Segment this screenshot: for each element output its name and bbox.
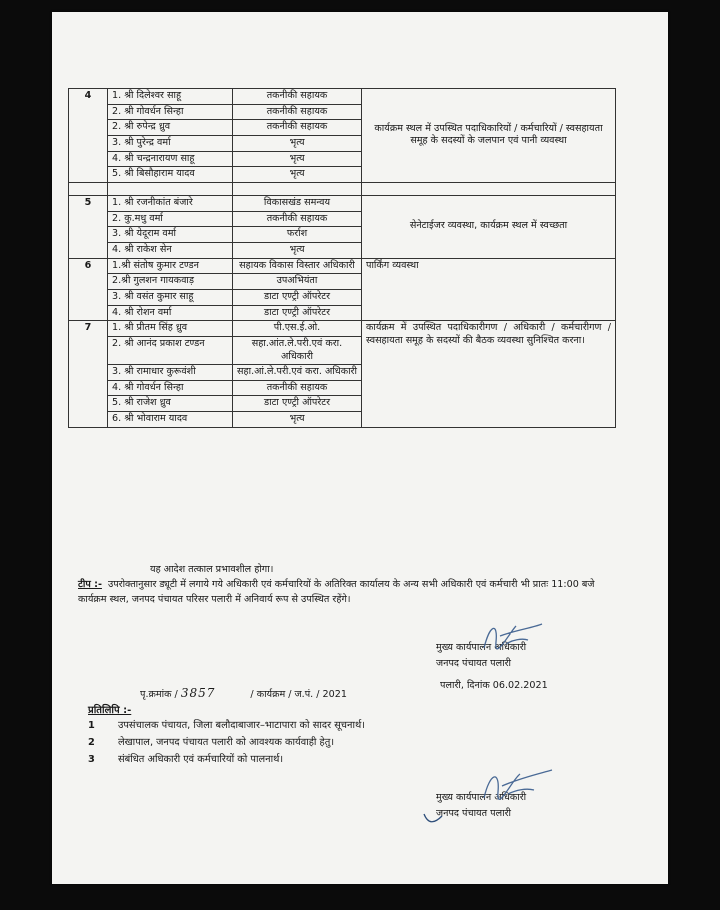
member-designation: तकनीकी सहायक	[233, 120, 362, 136]
member-name: 2. कु.मधु वर्मा	[108, 211, 233, 227]
member-designation: फर्राश	[233, 227, 362, 243]
member-name: 5. श्री बिसौहाराम यादव	[108, 167, 233, 183]
member-name: 2. श्री आनंद प्रकाश टण्डन	[108, 336, 233, 364]
note-label: टीप :-	[78, 579, 102, 590]
member-designation: तकनीकी सहायक	[233, 89, 362, 105]
member-name: 1. श्री दिलेश्वर साहू	[108, 89, 233, 105]
member-designation: भृत्य	[233, 412, 362, 428]
member-name: 5. श्री राजेश ध्रुव	[108, 396, 233, 412]
duty-table	[68, 88, 616, 428]
member-name: 1. श्री रजनीकांत बंजारे	[108, 195, 233, 211]
work-description: कार्यक्रम स्थल में उपस्थित पदाधिकारियों / कर्मचारियों / स्वसहायता समूह के सदस्यों के जलपान एवं पानी व्यवस्था	[362, 89, 616, 183]
order-place-date: पलारी, दिनांक 06.02.2021	[440, 680, 548, 691]
member-designation: तकनीकी सहायक	[233, 211, 362, 227]
signature-block-2	[436, 790, 526, 823]
member-name: 2. श्री रुपेन्द्र ध्रुव	[108, 120, 233, 136]
member-designation: डाटा एण्ट्री ऑपरेटर	[233, 305, 362, 321]
member-designation: सहा.आं.ले.परी.एवं करा. अधिकारी	[233, 365, 362, 381]
duty-table-body	[69, 89, 616, 428]
copy-to-item	[88, 718, 365, 731]
member-designation: उपअभियंता	[233, 274, 362, 290]
member-name: 4. श्री राकेश सेन	[108, 242, 233, 258]
signature-office-1: जनपद पंचायत पलारी	[436, 658, 511, 670]
serial-number: 5	[69, 195, 108, 258]
member-name: 6. श्री भोवाराम यादव	[108, 412, 233, 428]
member-name: 3. श्री वसंत कुमार साहू	[108, 289, 233, 305]
signature-block-1	[436, 640, 526, 673]
signature-title-2: मुख्य कार्यपालन अधिकारी	[436, 792, 527, 803]
member-name: 2. श्री गोवर्धन सिन्हा	[108, 104, 233, 120]
member-name: 4. श्री गोवर्धन सिन्हा	[108, 380, 233, 396]
signature-office-2: जनपद पंचायत पलारी	[436, 808, 511, 820]
copy-to-item	[88, 752, 283, 765]
member-designation: पी.एस.ई.ओ.	[233, 321, 362, 337]
serial-number: 7	[69, 321, 108, 428]
work-description: सेनेटाईजर व्यवस्था, कार्यक्रम स्थल में स्वच्छता	[362, 195, 616, 258]
member-name: 1.श्री संतोष कुमार टण्डन	[108, 258, 233, 274]
copy-to-number: 2	[88, 737, 95, 748]
note-text: उपरोक्तानुसार ड्यूटी में लगाये गये अधिकारी एवं कर्मचारियों के अतिरिक्त कार्यालय के अन्य सभी अधिकारी एवं कर्मचारी भी प्रातः 11:00 बजे कार्यक्रम स्थल, जनपद पंचायत परिसर पलारी में अनिवार्य रूप से उपस्थित रहेंगे।	[78, 579, 595, 605]
work-description: पार्किंग व्यवस्था	[362, 258, 616, 321]
member-designation: भृत्य	[233, 151, 362, 167]
signature-scribble-1	[476, 618, 546, 658]
serial-number: 4	[69, 89, 108, 183]
order-middle: / कार्यक्रम / ज.पं. / 2021	[250, 689, 347, 700]
copy-to-text: लेखापाल, जनपद पंचायत पलारी को आवश्यक कार्यवाही हेतु।	[118, 737, 335, 748]
member-designation: भृत्य	[233, 167, 362, 183]
member-designation: सहायक विकास विस्तार अधिकारी	[233, 258, 362, 274]
signature-flourish	[422, 810, 444, 826]
order-number: 3857	[180, 686, 216, 700]
order-prefix: पृ.क्रमांक /	[140, 689, 178, 700]
effective-line: यह आदेश तत्काल प्रभावशील होगा।	[150, 564, 274, 575]
copy-to-text: संबंधित अधिकारी एवं कर्मचारियों को पालनार्थ।	[118, 754, 284, 765]
copy-to-text: उपसंचालक पंचायत, जिला बलौदाबाजार–भाटापारा को सादर सूचनार्थ।	[118, 720, 365, 731]
copy-to-heading: प्रतिलिपि :-	[88, 705, 132, 716]
member-designation: डाटा एण्ट्री ऑपरेटर	[233, 396, 362, 412]
member-name: 2.श्री गुलशन गायकवाड़	[108, 274, 233, 290]
member-designation: विकासखंड समन्वय	[233, 195, 362, 211]
member-designation: भृत्य	[233, 242, 362, 258]
member-name: 3. श्री रामाधार कुरूवंशी	[108, 365, 233, 381]
signature-scribble-2	[476, 766, 556, 808]
table-row	[69, 89, 616, 105]
work-description: कार्यक्रम में उपस्थित पदाधिकारीगण / अधिकारी / कर्मचारीगण / स्वसहायता समूह के सदस्यों की बैठक व्यवस्था सुनिश्चित करना।	[362, 321, 616, 428]
member-designation: भृत्य	[233, 135, 362, 151]
serial-number: 6	[69, 258, 108, 321]
member-designation: डाटा एण्ट्री ऑपरेटर	[233, 289, 362, 305]
table-row	[69, 195, 616, 211]
member-name: 4. श्री रोशन वर्मा	[108, 305, 233, 321]
order-number-line	[140, 686, 347, 700]
member-name: 3. श्री येदूराम वर्मा	[108, 227, 233, 243]
copy-to-item	[88, 735, 334, 748]
signature-title-1: मुख्य कार्यपालन अधिकारी	[436, 642, 527, 653]
member-designation: तकनीकी सहायक	[233, 380, 362, 396]
member-name: 1. श्री प्रीतम सिंह ध्रुव	[108, 321, 233, 337]
table-row	[69, 321, 616, 337]
member-name: 4. श्री चन्द्रनारायण साहू	[108, 151, 233, 167]
table-row	[69, 258, 616, 274]
copy-to-number: 3	[88, 754, 95, 765]
note-block	[78, 578, 623, 608]
row-gap	[69, 182, 616, 195]
member-name: 3. श्री पुरेन्द्र वर्मा	[108, 135, 233, 151]
member-designation: तकनीकी सहायक	[233, 104, 362, 120]
copy-to-number: 1	[88, 720, 95, 731]
member-designation: सहा.आंत.ले.परी.एवं करा. अधिकारी	[233, 336, 362, 364]
